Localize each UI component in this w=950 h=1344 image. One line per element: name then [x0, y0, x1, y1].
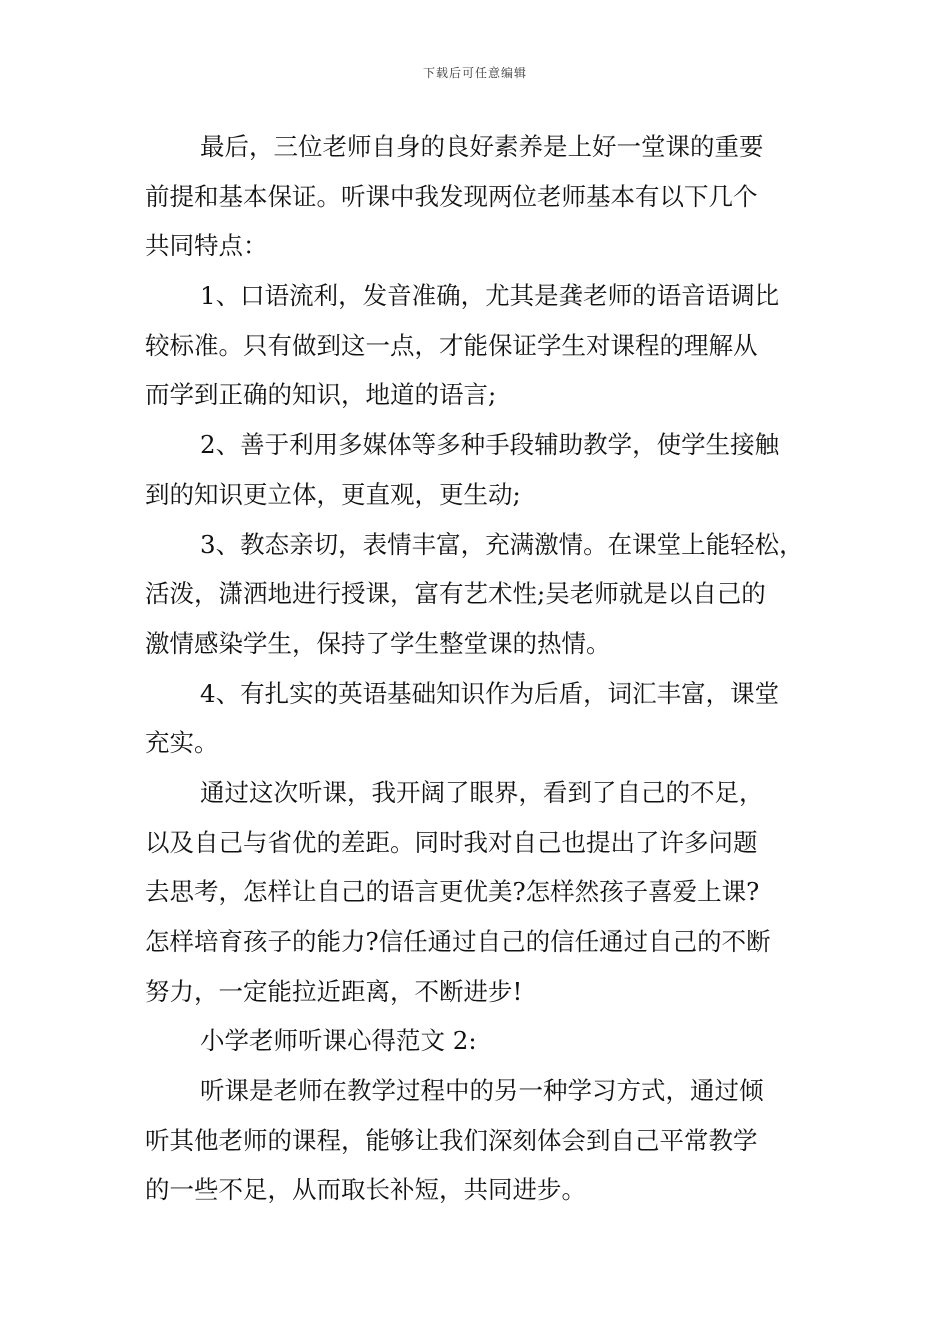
paragraph-line: 最后，三位老师自身的良好素养是上好一堂课的重要: [200, 132, 764, 161]
document-body: [145, 122, 815, 1215]
paragraph-line: 2、善于利用多媒体等多种手段辅助教学，使学生接触: [200, 430, 780, 460]
paragraph-line: 4、有扎实的英语基础知识作为后盾，词汇丰富，课堂: [200, 678, 780, 708]
paragraph-line: 通过这次听课，我开阔了眼界，看到了自己的不足，: [200, 777, 764, 807]
paragraph-line: 1、口语流利，发音准确，尤其是龚老师的语音语调比: [200, 281, 780, 311]
paragraph-line: 共同特点：: [145, 231, 268, 261]
paragraph-line: 激情感染学生，保持了学生整堂课的热情。: [145, 628, 611, 658]
paragraph-line: 去思考，怎样让自己的语言更优美?怎样然孩子喜爱上课?: [145, 877, 760, 907]
paragraph-line: 听课是老师在教学过程中的另一种学习方式，通过倾: [200, 1076, 764, 1106]
paragraph-line: 怎样培育孩子的能力?信任通过自己的信任通过自己的不断: [145, 927, 771, 956]
paragraph-line: 前提和基本保证。听课中我发现两位老师基本有以下几个: [145, 181, 758, 211]
paragraph-line: 努力，一定能拉近距离，不断进步!: [145, 976, 523, 1006]
page-header: 下载后可任意编辑: [422, 66, 527, 80]
paragraph-line: 到的知识更立体，更直观，更生动;: [145, 479, 521, 509]
paragraph-line: 而学到正确的知识，地道的语言;: [145, 380, 497, 410]
paragraph-line: 充实。: [145, 728, 219, 758]
section-heading: 小学老师听课心得范文 2:: [200, 1026, 477, 1056]
paragraph-line: 的一些不足，从而取长补短，共同进步。: [145, 1175, 586, 1205]
paragraph-line: 以及自己与省优的差距。同时我对自己也提出了许多问题: [145, 827, 758, 857]
paragraph-line: 活泼，潇洒地进行授课，富有艺术性;吴老师就是以自己的: [145, 579, 766, 609]
paragraph-line: 3、教态亲切，表情丰富，充满激情。在课堂上能轻松，: [200, 529, 804, 559]
paragraph-line: 听其他老师的课程，能够让我们深刻体会到自己平常教学: [145, 1125, 758, 1155]
paragraph-line: 较标准。只有做到这一点，才能保证学生对课程的理解从: [145, 330, 758, 360]
